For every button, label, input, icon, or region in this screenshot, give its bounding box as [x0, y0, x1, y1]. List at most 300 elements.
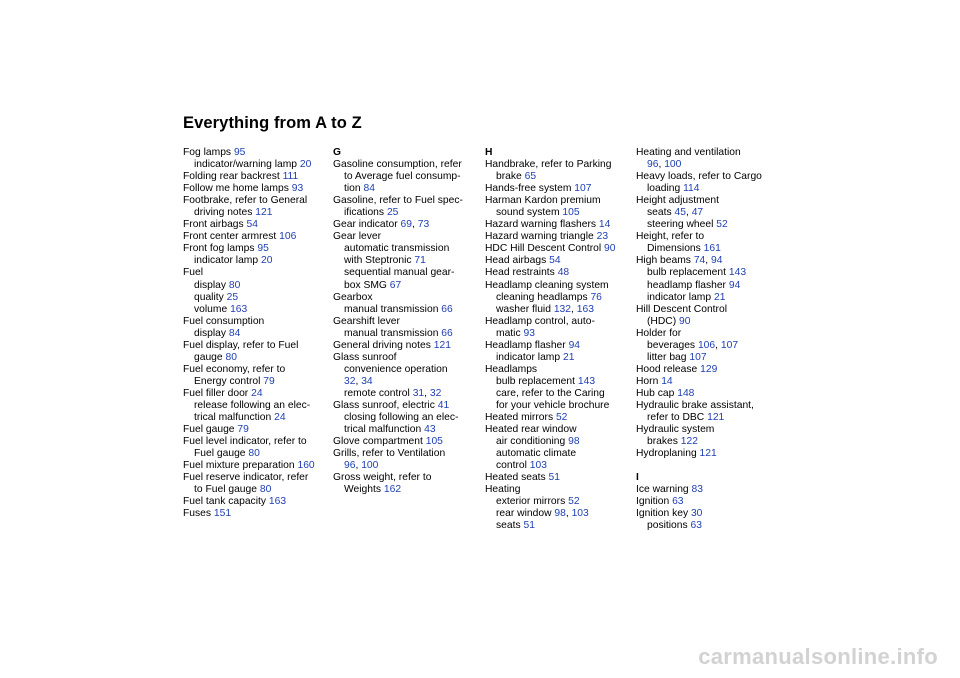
- page-link[interactable]: 79: [263, 375, 275, 387]
- entry-text: Fuel consumption: [183, 315, 265, 327]
- page-link[interactable]: 106: [279, 231, 297, 243]
- index-entry: [636, 231, 786, 243]
- page-link[interactable]: 93: [291, 183, 304, 195]
- page-link[interactable]: 32: [429, 387, 442, 399]
- entry-text: Footbrake, refer to General: [183, 195, 308, 207]
- entry-text: Hill Descent Control: [636, 303, 727, 315]
- entry-text: seats: [496, 520, 524, 532]
- index-entry: [485, 231, 635, 243]
- index-entry: [333, 328, 483, 340]
- page-link[interactable]: 103: [529, 460, 547, 472]
- page-link[interactable]: 45: [674, 207, 686, 219]
- entry-text: closing following an elec-: [344, 412, 459, 424]
- index-entry: [485, 159, 635, 171]
- index-entry: [636, 328, 786, 340]
- entry-text: seats: [647, 207, 675, 219]
- index-entry: [333, 436, 483, 448]
- index-column-1: [183, 147, 333, 520]
- index-entry: [183, 219, 333, 231]
- entry-text: High beams: [636, 255, 694, 267]
- page-link[interactable]: 93: [523, 327, 535, 339]
- entry-text: Fuel gauge: [194, 448, 249, 460]
- entry-text: Heating and ventilation: [636, 147, 741, 158]
- page-link[interactable]: 71: [414, 255, 426, 267]
- index-entry: [183, 460, 333, 472]
- entry-text: display: [194, 279, 229, 291]
- index-column-3: [485, 147, 635, 533]
- index-entry: [333, 243, 483, 255]
- index-entry: [485, 340, 635, 352]
- section-gap: [636, 460, 786, 472]
- index-entry: [183, 400, 333, 412]
- index-entry: [183, 316, 333, 328]
- page-link[interactable]: 103: [571, 508, 589, 520]
- page-link[interactable]: 95: [233, 147, 246, 158]
- entry-text: to Fuel gauge: [194, 484, 260, 496]
- index-entry: [183, 328, 333, 340]
- page-link[interactable]: 143: [577, 375, 596, 387]
- index-entry: [636, 448, 786, 460]
- entry-text: HDC Hill Descent Control: [485, 243, 605, 255]
- index-entry: [183, 496, 333, 508]
- entry-text: Front center armrest: [183, 231, 280, 243]
- page-link[interactable]: 96: [647, 159, 659, 171]
- index-entry: [485, 195, 635, 207]
- page-link[interactable]: 83: [691, 484, 703, 496]
- page-link[interactable]: 14: [661, 375, 673, 387]
- entry-text: steering wheel: [647, 219, 717, 231]
- page-link[interactable]: 148: [677, 387, 695, 399]
- entry-text: bulb replacement: [496, 375, 578, 387]
- page-link[interactable]: 63: [690, 520, 702, 532]
- index-entry: [485, 219, 635, 231]
- entry-text: indicator lamp: [194, 255, 261, 267]
- page-link[interactable]: 151: [213, 508, 232, 520]
- entry-text: trical malfunction: [194, 412, 275, 424]
- entry-text: exterior mirrors: [496, 496, 569, 508]
- index-entry: remote control 31, 32: [344, 387, 442, 399]
- page-link[interactable]: 84: [363, 183, 375, 195]
- entry-text: Headlamp control, auto-: [485, 315, 595, 327]
- entry-text: automatic transmission: [344, 243, 450, 255]
- page-link[interactable]: 114: [683, 183, 700, 195]
- index-entry: [485, 255, 635, 267]
- entry-text: Heated mirrors: [485, 412, 556, 424]
- entry-text: Dimensions: [647, 243, 704, 255]
- entry-text: box SMG: [344, 279, 390, 291]
- entry-text: Hydraulic system: [636, 424, 715, 436]
- page-link[interactable]: 98: [568, 436, 580, 448]
- index-entry: [183, 159, 333, 171]
- page-link[interactable]: 94: [568, 339, 581, 351]
- index-entry: [636, 364, 786, 376]
- entry-text: Headlamp flasher: [485, 339, 569, 351]
- index-entry: [183, 472, 333, 484]
- entry-text: volume: [194, 303, 231, 315]
- entry-text: Hazard warning triangle: [485, 231, 597, 243]
- page-link[interactable]: 94: [728, 279, 741, 291]
- page-link[interactable]: 84: [228, 327, 241, 339]
- page-link[interactable]: 74: [693, 255, 706, 267]
- page-link[interactable]: 90: [604, 243, 616, 255]
- page-link[interactable]: 143: [728, 267, 747, 279]
- page-link[interactable]: 30: [690, 508, 703, 520]
- index-entry: [333, 171, 483, 183]
- index-entry: [333, 280, 483, 292]
- index-entry: [636, 304, 786, 316]
- index-entry: [333, 484, 483, 496]
- page-link[interactable]: 51: [548, 472, 561, 484]
- page-link[interactable]: 47: [691, 207, 704, 219]
- entry-text: Fuel level indicator, refer to: [183, 436, 307, 448]
- entry-text: Hazard warning flashers: [485, 219, 599, 231]
- page-link[interactable]: 52: [568, 496, 580, 508]
- page-link[interactable]: 76: [590, 291, 602, 303]
- entry-text: Heated rear window: [485, 424, 577, 436]
- index-entry: [183, 352, 333, 364]
- page-link[interactable]: 80: [225, 351, 237, 363]
- index-entry: [183, 147, 333, 159]
- index-entry: [636, 400, 786, 412]
- page-link[interactable]: 67: [389, 279, 402, 291]
- entry-text: H: [485, 147, 493, 158]
- entry-text: trical malfunction: [344, 424, 425, 436]
- index-entry: [636, 352, 786, 364]
- index-entry: [183, 448, 333, 460]
- index-entry: [485, 496, 635, 508]
- page-link[interactable]: 100: [361, 460, 379, 472]
- page-link[interactable]: 95: [257, 243, 269, 255]
- index-entry: [636, 376, 786, 388]
- entry-text: Weights: [344, 484, 384, 496]
- index-entry: [636, 496, 786, 508]
- page-link[interactable]: 52: [716, 219, 728, 231]
- entry-text: manual transmission: [344, 327, 442, 339]
- index-entry: [636, 267, 786, 279]
- entry-text: Fuel: [183, 267, 204, 279]
- entry-text: Fuel display, refer to Fuel: [183, 339, 299, 351]
- page-link[interactable]: 20: [299, 159, 312, 171]
- index-entry: [636, 520, 786, 532]
- page-link[interactable]: 160: [297, 460, 315, 472]
- page-link[interactable]: 105: [425, 436, 443, 448]
- page-link[interactable]: 25: [226, 291, 239, 303]
- page-link[interactable]: 121: [707, 412, 725, 424]
- entry-text: remote control: [344, 387, 413, 399]
- page-link[interactable]: 24: [251, 387, 263, 399]
- page-link[interactable]: 105: [562, 207, 580, 219]
- section-letter: [333, 147, 483, 159]
- entry-text: General driving notes: [333, 339, 434, 351]
- index-entry: [485, 472, 635, 484]
- index-entry: [183, 304, 333, 316]
- entry-text: Heated seats: [485, 472, 549, 484]
- index-entry: [636, 436, 786, 448]
- entry-text: release following an elec-: [194, 399, 311, 411]
- page-link[interactable]: 32: [344, 375, 356, 387]
- index-entry: [636, 508, 786, 520]
- page-link[interactable]: 48: [557, 267, 570, 279]
- page-link[interactable]: 107: [689, 351, 707, 363]
- entry-text: Ignition: [636, 496, 673, 508]
- page-link[interactable]: 20: [260, 255, 273, 267]
- page-link[interactable]: 69: [400, 219, 413, 231]
- entry-text: Gear lever: [333, 231, 382, 243]
- index-entry: [636, 316, 786, 328]
- page-link[interactable]: 122: [680, 436, 698, 448]
- page-link[interactable]: 100: [664, 159, 682, 171]
- page-link[interactable]: 107: [720, 339, 739, 351]
- index-entry: [183, 231, 333, 243]
- index-entry: [636, 292, 786, 304]
- entry-text: Grills, refer to Ventilation: [333, 448, 446, 460]
- entry-text: gauge: [194, 351, 226, 363]
- page-link[interactable]: 14: [598, 219, 611, 231]
- index-entry: [485, 460, 635, 472]
- entry-text: Fuel economy, refer to: [183, 363, 286, 375]
- entry-text: Ice warning: [636, 484, 692, 496]
- entry-text: Front fog lamps: [183, 243, 258, 255]
- entry-text: Gearbox: [333, 291, 373, 303]
- page-link[interactable]: 80: [259, 484, 272, 496]
- entry-text: with Steptronic: [344, 255, 415, 267]
- entry-text: Hydroplaning: [636, 448, 700, 460]
- page-link[interactable]: 107: [574, 183, 592, 195]
- page-link[interactable]: 106: [697, 339, 716, 351]
- watermark: carmanualsonline.info: [698, 644, 938, 669]
- page-link[interactable]: 52: [555, 412, 568, 424]
- page-link[interactable]: 111: [282, 171, 299, 183]
- index-entry: [333, 231, 483, 243]
- index-entry: [183, 388, 333, 400]
- entry-text: Ignition key: [636, 508, 691, 520]
- index-entry: [183, 255, 333, 267]
- index-entry: [485, 280, 635, 292]
- index-entry: [333, 267, 483, 279]
- entry-text: Follow me home lamps: [183, 183, 292, 195]
- page-link[interactable]: 80: [248, 448, 260, 460]
- entry-text: Fuses: [183, 508, 214, 520]
- page-link[interactable]: 80: [228, 279, 241, 291]
- index-entry: rear window 98, 103: [496, 508, 589, 520]
- page-link[interactable]: 21: [562, 351, 575, 363]
- index-entry: [333, 472, 483, 484]
- page-link[interactable]: 129: [700, 363, 718, 375]
- entry-text: Fuel filler door: [183, 387, 252, 399]
- index-entry: [183, 484, 333, 496]
- entry-text: Gearshift lever: [333, 315, 400, 327]
- index-entry: [183, 267, 333, 279]
- entry-text: tion: [344, 183, 364, 195]
- index-entry: [636, 243, 786, 255]
- entry-text: care, refer to the Caring: [496, 387, 605, 399]
- entry-text: (HDC): [647, 315, 680, 327]
- page-link[interactable]: 63: [672, 496, 684, 508]
- index-entry: [485, 448, 635, 460]
- page-link[interactable]: 66: [441, 327, 453, 339]
- index-entry: [333, 352, 483, 364]
- entry-text: I: [636, 472, 639, 484]
- entry-text: matic: [496, 327, 524, 339]
- index-entry: [333, 255, 483, 267]
- entry-text: Glass sunroof: [333, 351, 397, 363]
- index-entry: [485, 352, 635, 364]
- entry-text: air conditioning: [496, 436, 569, 448]
- index-entry: 32, 34: [344, 375, 373, 387]
- entry-text: Energy control: [194, 375, 264, 387]
- page-link[interactable]: 79: [237, 424, 249, 436]
- entry-text: display: [194, 327, 229, 339]
- section-letter: [485, 147, 635, 159]
- index-entry: [485, 388, 635, 400]
- entry-text: cleaning headlamps: [496, 291, 591, 303]
- entry-text: Glass sunroof, electric: [333, 399, 438, 411]
- index-entry: Gear indicator 69, 73: [333, 219, 430, 231]
- page-link[interactable]: 34: [361, 375, 373, 387]
- index-entry: [485, 207, 635, 219]
- entry-text: bulb replacement: [647, 267, 729, 279]
- entry-text: Gasoline, refer to Fuel spec-: [333, 195, 463, 207]
- page-link[interactable]: 163: [268, 496, 287, 508]
- index-entry: [183, 508, 333, 520]
- entry-text: Hub cap: [636, 387, 678, 399]
- index-entry: [333, 195, 483, 207]
- page-link[interactable]: 121: [699, 448, 717, 460]
- page-link[interactable]: 21: [713, 291, 726, 303]
- entry-text: Front airbags: [183, 219, 247, 231]
- entry-text: G: [333, 147, 342, 158]
- entry-text: Fuel gauge: [183, 424, 238, 436]
- index-entry: [636, 424, 786, 436]
- index-entry: [485, 424, 635, 436]
- page-link[interactable]: 121: [255, 207, 273, 219]
- page-link[interactable]: 73: [417, 219, 430, 231]
- entry-text: Hands-free system: [485, 183, 575, 195]
- page-link[interactable]: 65: [524, 171, 537, 183]
- index-entry: [333, 207, 483, 219]
- entry-text: Folding rear backrest: [183, 171, 283, 183]
- entry-text: Gross weight, refer to: [333, 472, 432, 484]
- entry-text: Hood release: [636, 363, 701, 375]
- index-entry: [333, 340, 483, 352]
- entry-text: Fuel mixture preparation: [183, 460, 298, 472]
- entry-text: loading: [647, 183, 684, 195]
- index-column-2: [333, 147, 483, 496]
- entry-text: Heavy loads, refer to Cargo: [636, 171, 762, 183]
- page-link[interactable]: 96: [344, 460, 356, 472]
- index-entry: [485, 316, 635, 328]
- index-entry: [485, 400, 635, 412]
- page-link[interactable]: 31: [412, 387, 425, 399]
- page-link[interactable]: 66: [441, 303, 453, 315]
- entry-text: driving notes: [194, 207, 256, 219]
- index-entry: [333, 304, 483, 316]
- index-entry: [183, 436, 333, 448]
- entry-text: Harman Kardon premium: [485, 195, 601, 207]
- page-link[interactable]: 163: [576, 303, 594, 315]
- index-column-4: [636, 147, 786, 533]
- entry-text: control: [496, 460, 530, 472]
- index-entry: [183, 412, 333, 424]
- entry-text: for your vehicle brochure: [496, 399, 610, 411]
- index-entry: [183, 376, 333, 388]
- index-entry: [183, 171, 333, 183]
- index-entry: [183, 424, 333, 436]
- index-entry: [183, 207, 333, 219]
- page-link[interactable]: 94: [711, 255, 723, 267]
- page-link[interactable]: 90: [679, 315, 691, 327]
- index-entry: [333, 183, 483, 195]
- entry-text: Height, refer to: [636, 231, 705, 243]
- page-link[interactable]: 98: [554, 508, 566, 520]
- entry-text: indicator lamp: [496, 351, 563, 363]
- entry-text: Handbrake, refer to Parking: [485, 159, 612, 171]
- index-entry: [485, 183, 635, 195]
- page-link[interactable]: 121: [433, 339, 451, 351]
- index-entry: [636, 195, 786, 207]
- entry-text: headlamp flasher: [647, 279, 729, 291]
- index-entry: [636, 171, 786, 183]
- page-link[interactable]: 41: [437, 399, 450, 411]
- page-link[interactable]: 162: [383, 484, 402, 496]
- entry-text: beverages: [647, 339, 698, 351]
- index-entry: [333, 316, 483, 328]
- page-link[interactable]: 54: [246, 219, 258, 231]
- entry-text: Fog lamps: [183, 147, 234, 158]
- entry-text: manual transmission: [344, 303, 442, 315]
- entry-text: refer to DBC: [647, 412, 708, 424]
- entry-text: Gasoline consumption, refer: [333, 159, 462, 171]
- entry-text: rear window: [496, 508, 555, 520]
- index-entry: [636, 484, 786, 496]
- entry-text: sound system: [496, 207, 563, 219]
- index-entry: [333, 159, 483, 171]
- entry-text: Holder for: [636, 327, 682, 339]
- index-entry: [636, 280, 786, 292]
- entry-text: sequential manual gear-: [344, 267, 455, 279]
- entry-text: Headlamp cleaning system: [485, 279, 609, 291]
- page-link[interactable]: 24: [274, 412, 286, 424]
- page-link[interactable]: 23: [596, 231, 609, 243]
- index-entry: [636, 183, 786, 195]
- index-entry: [333, 448, 483, 460]
- index-entry: 96, 100: [647, 159, 682, 171]
- page-link[interactable]: 54: [549, 255, 561, 267]
- page-link[interactable]: 51: [523, 520, 535, 532]
- index-entry: [183, 364, 333, 376]
- page-link[interactable]: 132: [553, 303, 571, 315]
- page-link[interactable]: 43: [424, 424, 436, 436]
- entry-text: Fuel reserve indicator, refer: [183, 472, 309, 484]
- entry-text: automatic climate: [496, 448, 577, 460]
- entry-text: Head restraints: [485, 267, 558, 279]
- page-link[interactable]: 161: [703, 243, 721, 255]
- entry-text: ifications: [344, 207, 387, 219]
- index-entry: [333, 424, 483, 436]
- index-entry: [485, 171, 635, 183]
- entry-text: quality: [194, 291, 227, 303]
- index-entry: [333, 400, 483, 412]
- page-link[interactable]: 25: [386, 207, 399, 219]
- index-entry: [485, 328, 635, 340]
- entry-text: Horn: [636, 375, 662, 387]
- page-link[interactable]: 163: [230, 303, 248, 315]
- entry-text: Glove compartment: [333, 436, 426, 448]
- index-entry: [183, 195, 333, 207]
- index-entry: [636, 388, 786, 400]
- entry-text: Head airbags: [485, 255, 550, 267]
- index-entry: [183, 292, 333, 304]
